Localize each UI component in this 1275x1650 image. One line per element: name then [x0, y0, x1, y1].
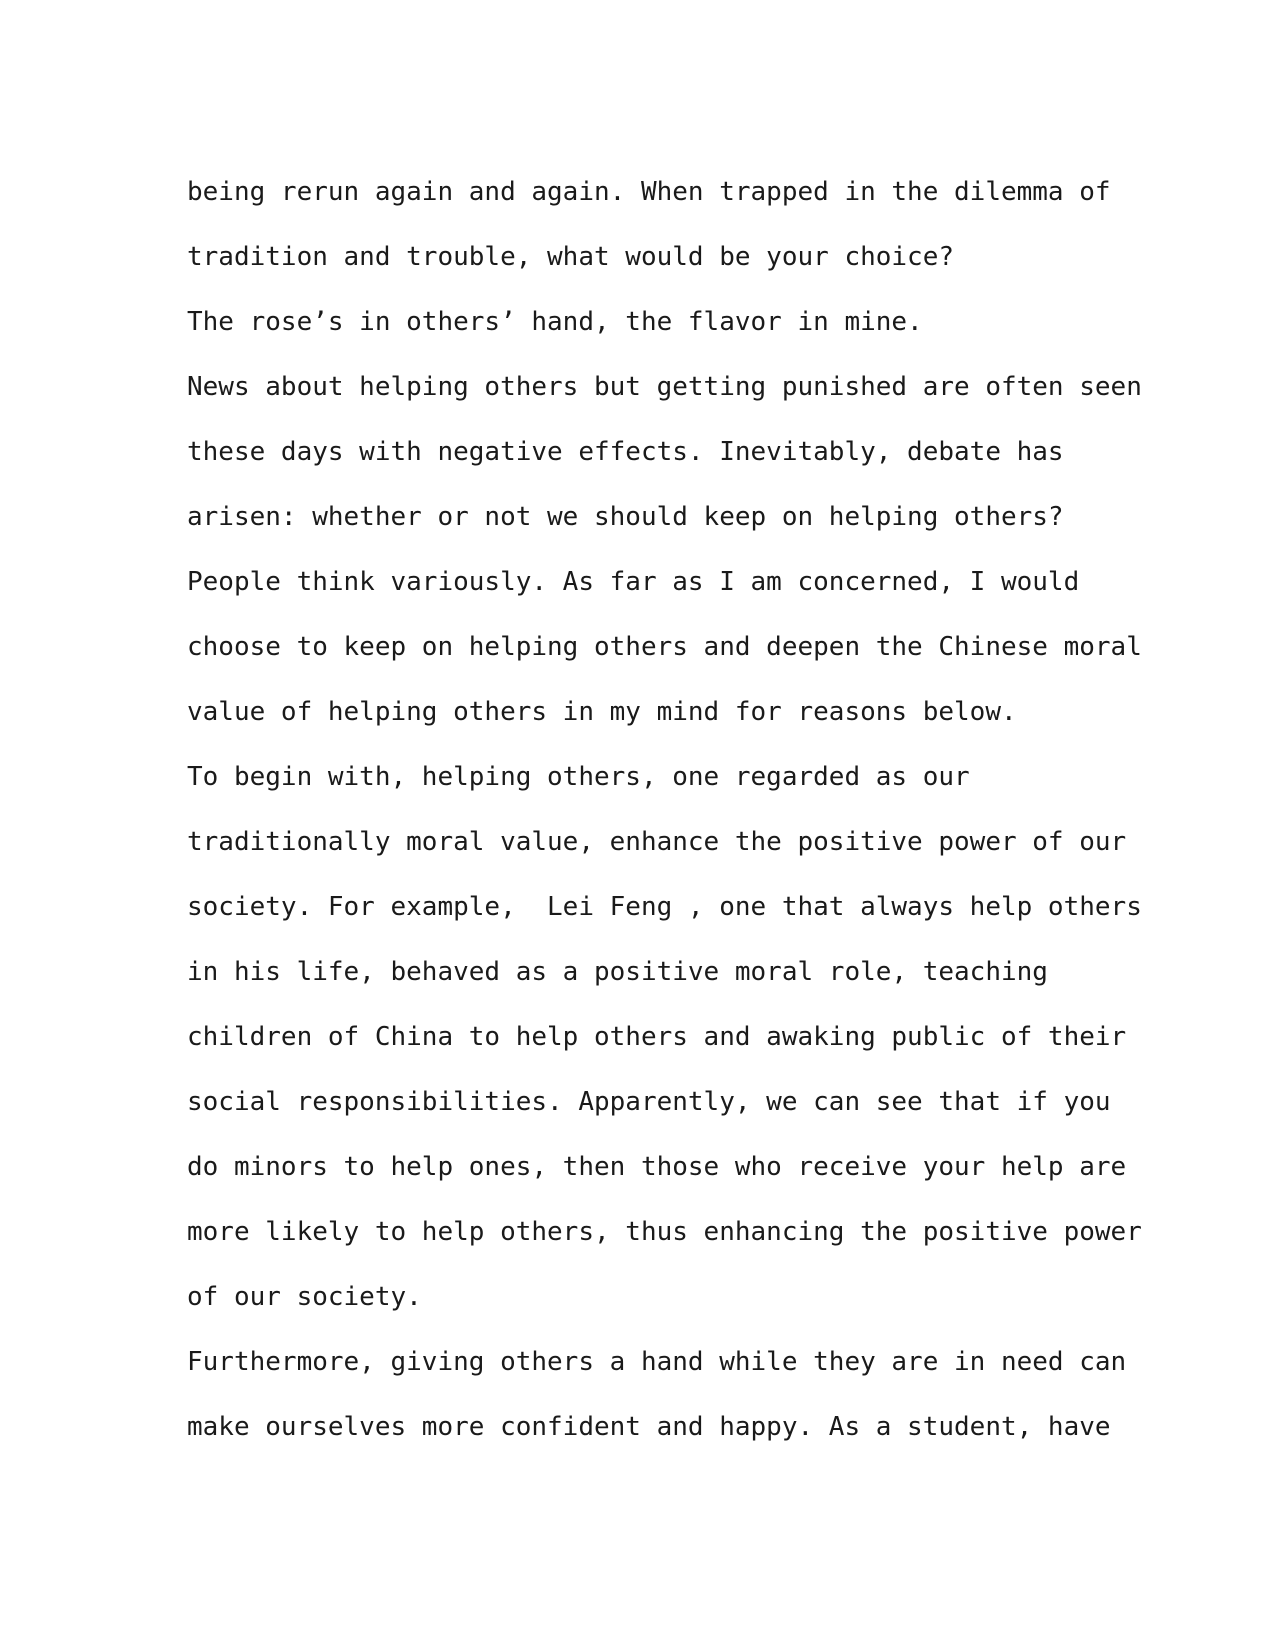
text-line: tradition and trouble, what would be your choice? — [187, 242, 955, 272]
text-line: more likely to help others, thus enhancing the positive power — [187, 1217, 1142, 1247]
text-line: arisen: whether or not we should keep on helping others? — [187, 502, 1064, 532]
essay-text — [187, 160, 1142, 1460]
text-line: To begin with, helping others, one regarded as our — [187, 762, 970, 792]
text-line: children of China to help others and awaking public of their — [187, 1022, 1127, 1052]
text-line: society. For example, Lei Feng , one that always help others — [187, 892, 1142, 922]
text-line: social responsibilities. Apparently, we can see that if you — [187, 1087, 1111, 1117]
text-line: of our society. — [187, 1282, 422, 1312]
text-line: do minors to help ones, then those who receive your help are — [187, 1152, 1127, 1182]
text-line: these days with negative effects. Inevitably, debate has — [187, 437, 1064, 467]
text-line: being rerun again and again. When trapped in the dilemma of — [187, 177, 1111, 207]
text-line: value of helping others in my mind for reasons below. — [187, 697, 1017, 727]
text-line: The rose’s in others’ hand, the flavor in mine. — [187, 307, 923, 337]
text-line: Furthermore, giving others a hand while they are in need can — [187, 1347, 1127, 1377]
text-line: in his life, behaved as a positive moral role, teaching — [187, 957, 1048, 987]
text-line: traditionally moral value, enhance the positive power of our — [187, 827, 1127, 857]
text-line: choose to keep on helping others and deepen the Chinese moral — [187, 632, 1142, 662]
text-line: People think variously. As far as I am concerned, I would — [187, 567, 1080, 597]
text-line: News about helping others but getting punished are often seen — [187, 372, 1142, 402]
text-line: make ourselves more confident and happy. As a student, have — [187, 1412, 1111, 1442]
